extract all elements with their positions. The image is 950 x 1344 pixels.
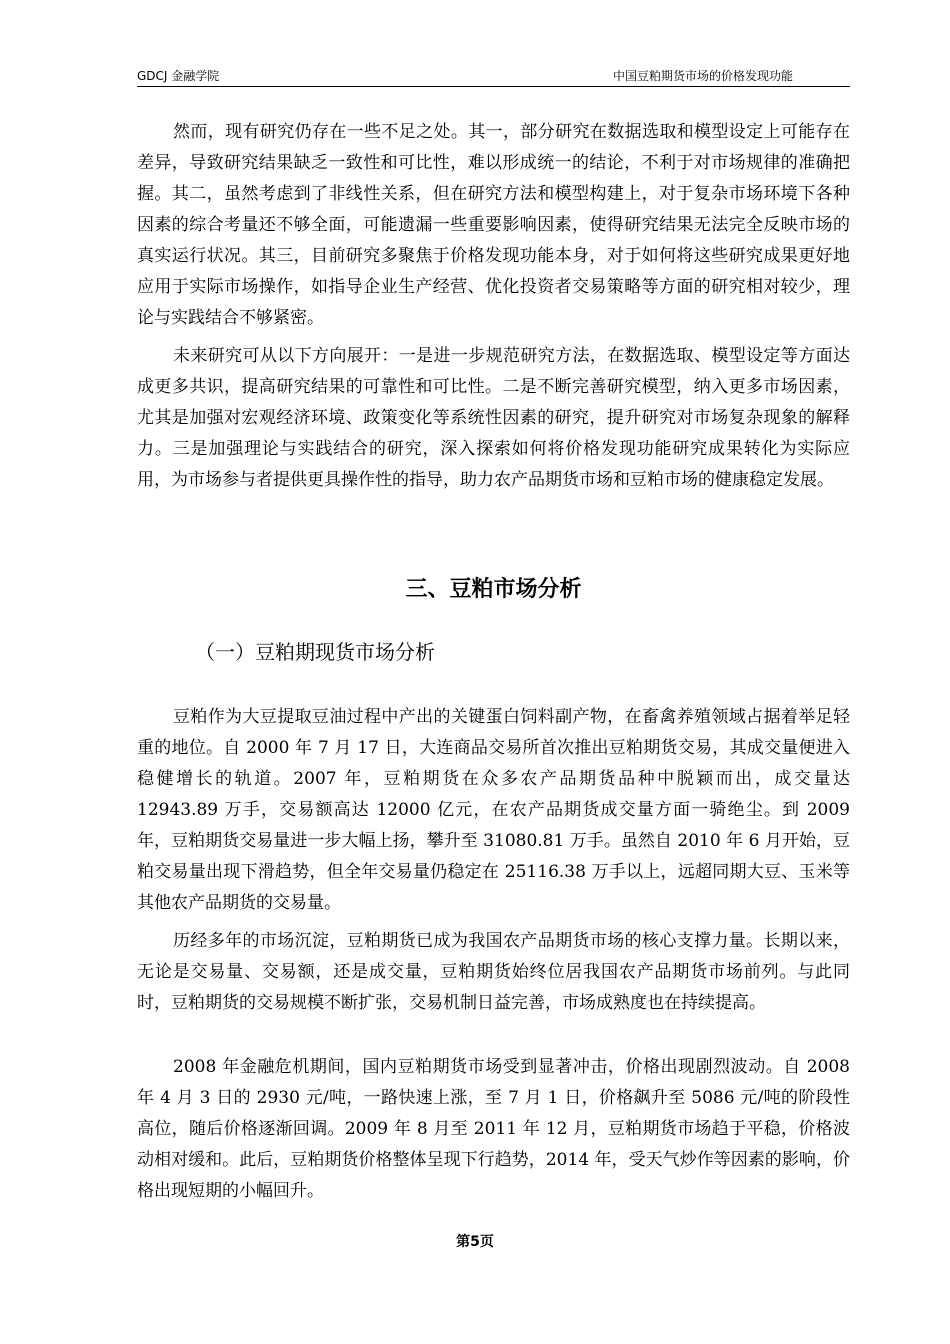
paragraph-price-history: 2008 年金融危机期间，国内豆粕期货市场受到显著冲击，价格出现剧烈波动。自 2008 年 4 月 3 日的 2930 元/吨，一路快速上涨，至 7 月 1 日，价格飙升至 5086 元/吨的阶段性高位，随后价格逐渐回调。2009 年 8 月至 2011 年 12 月，豆粕期货市场趋于平稳，价格波动相对缓和。此后，豆粕期货价格整体呈现下行趋势，2014 年，受天气炒作等因素的影响，价格出现短期的小幅回升。 [137, 1057, 850, 1201]
paragraph-limitations: 然而，现有研究仍存在一些不足之处。其一，部分研究在数据选取和模型设定上可能存在差异，导致研究结果缺乏一致性和可比性，难以形成统一的结论，不利于对市场规律的准确把握。其二，虽然考虑到了非线性关系，但在研究方法和模型构建上，对于复杂市场环境下各种因素的综合考量还不够全面，可能遗漏一些重要影响因素，使得研究结果无法完全反映市场的真实运行状况。其三，目前研究多聚焦于价格发现功能本身，对于如何将这些研究成果更好地应用于实际市场操作，如指导企业生产经营、优化投资者交易策略等方面的研究相对较少，理论与实践结合不够紧密。 [137, 122, 850, 328]
subsection-title: （一）豆粕期现货市场分析 [195, 640, 435, 664]
header-document-title: 中国豆粕期货市场的价格发现功能 [612, 69, 793, 83]
paragraph-future-research: 未来研究可从以下方向展开：一是进一步规范研究方法，在数据选取、模型设定等方面达成更多共识，提高研究结果的可靠性和可比性。二是不断完善研究模型，纳入更多市场因素，尤其是加强对宏观经济环境、政策变化等系统性因素的研究，提升研究对市场复杂现象的解释力。三是加强理论与实践结合的研究，深入探索如何将价格发现功能研究成果转化为实际应用，为市场参与者提供更具操作性的指导，助力农产品期货市场和豆粕市场的健康稳定发展。 [137, 346, 850, 490]
paragraph-market-position: 历经多年的市场沉淀，豆粕期货已成为我国农产品期货市场的核心支撑力量。长期以来，无论是交易量、交易额，还是成交量，豆粕期货始终位居我国农产品期货市场前列。与此同时，豆粕期货的交易规模不断扩张，交易机制日益完善，市场成熟度也在持续提高。 [137, 931, 850, 1013]
header-institution: GDCJ 金融学院 [137, 69, 220, 83]
page-header [137, 66, 850, 87]
page-number: 第5页 [456, 1234, 494, 1250]
paragraph-soymeal-overview: 豆粕作为大豆提取豆油过程中产出的关键蛋白饲料副产物，在畜禽养殖领域占据着举足轻重的地位。自 2000 年 7 月 17 日，大连商品交易所首次推出豆粕期货交易，其成交量便进入稳健增长的轨道。2007 年，豆粕期货在众多农产品期货品种中脱颖而出，成交量达 12943.89 万手，交易额高达 12000 亿元，在农产品期货成交量方面一骑绝尘。到 2009 年，豆粕期货交易量进一步大幅上扬，攀升至 31080.81 万手。虽然自 2010 年 6 月开始，豆粕交易量出现下滑趋势，但全年交易量仍稳定在 25116.38 万手以上，远超同期大豆、玉米等其他农产品期货的交易量。 [137, 707, 850, 913]
section-title: 三、豆粕市场分析 [405, 577, 582, 602]
